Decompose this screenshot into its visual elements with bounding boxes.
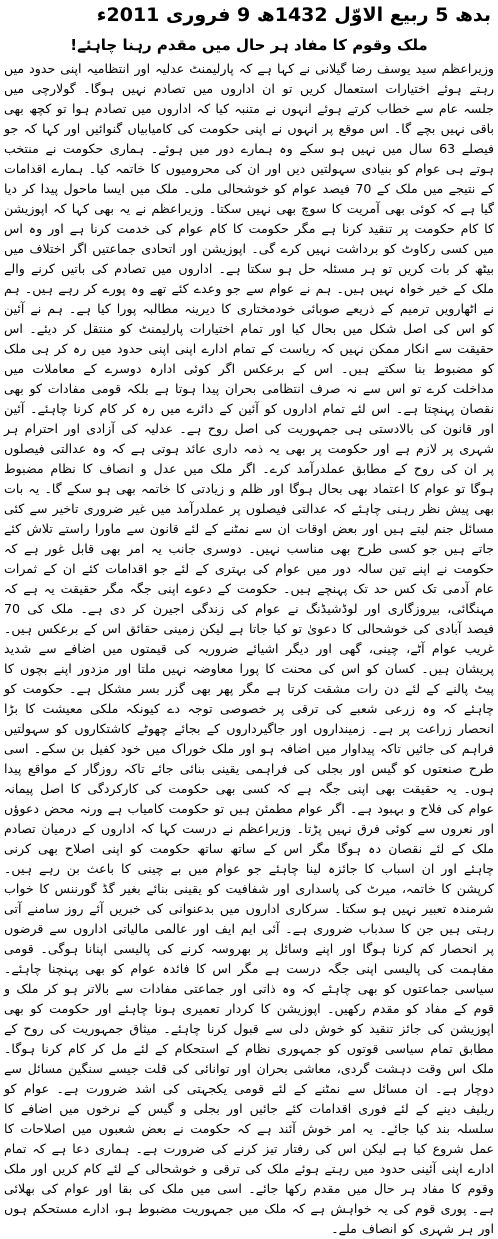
editorial-headline: ملک وقوم کا مفاد ہر حال میں مقدم رہنا چاہئے! [70, 36, 428, 54]
editorial-body-text: وزیراعظم سید یوسف رضا گیلانی نے کہا ہے کہ پارلیمنٹ عدلیہ اور انتظامیہ اپنی حدود میں رہتے ہوئے اختیارات استعمال کریں تو ان اداروں میں تصادم نہیں ہوگا۔ گولارچی میں جلسہ عام سے خطاب کرتے ہوئے انہوں نے متنبہ کیا کہ اداروں میں تصادم ہوا تو کچھ بھی باقی نہیں بچے گا۔ اس موقع پر انہوں نے اپنی حکومت کی کامیابیاں گنوائیں اور کہا کہ جو فیصلے 63 سال میں نہیں ہو سکے وہ ہمارے دور میں ہوئے۔ ہماری حکومت نے منتخب ہوتے ہی عوام کو بنیادی سہولتیں دیں اور ان کی محرومیوں کا خاتمہ کیا۔ ہمارے اقدامات کے نتیجے میں ملک کے 70 فیصد عوام کو خوشحالی ملی۔ ملک میں ایسا ماحول پیدا کر دیا گیا ہے کہ کوئی بھی آمریت کا سوچ بھی نہیں سکتا۔ وزیراعظم نے یہ بھی کہا کہ اپوزیشن کا کام حکومت پر تنقید کرنا ہے مگر حکومت کا کام عوام کی خدمت کرنا ہے اور وہ اس میں کسی رکاوٹ کو برداشت نہیں کرے گی۔ اپوزیشن اور اتحادی جماعتیں اگر اختلاف میں بیٹھ کر بات کریں تو ہر مسئلہ حل ہو سکتا ہے۔ اداروں میں تصادم کی باتیں کرنے والے ملک کے خیر خواہ نہیں ہیں۔ ہم نے عوام سے جو وعدے کئے تھے وہ پورے کر رہے ہیں۔ ہم نے اٹھارویں ترمیم کے ذریعے صوبائی خودمختاری کا دیرینہ مطالبہ پورا کیا ہے۔ ہم نے آئین کو اس کی اصل شکل میں بحال کیا اور تمام اختیارات پارلیمنٹ کو منتقل کر دیئے۔ اس حقیقت سے انکار ممکن نہیں کہ ریاست کے تمام ادارے اپنی اپنی حدود میں رہ کر ہی ملک کو مضبوط بنا سکتے ہیں۔ اس کے برعکس اگر کوئی ادارہ دوسرے کے معاملات میں مداخلت کرے تو اس سے نہ صرف انتظامی بحران پیدا ہوتا ہے بلکہ قومی مفادات کو بھی نقصان پہنچتا ہے۔ اس لئے تمام اداروں کو آئین کے دائرے میں رہ کر کام کرنا چاہئے۔ آئین اور قانون کی بالادستی ہی جمہوریت کی اصل روح ہے۔ عدلیہ کی آزادی اور احترام ہر شہری پر لازم ہے اور حکومت پر بھی یہ ذمہ داری عائد ہوتی ہے کہ وہ عدالتی فیصلوں پر ان کی روح کے مطابق عملدرآمد کرے۔ اگر ملک میں عدل و انصاف کا نظام مضبوط ہوگا تو عوام کا اعتماد بھی بحال ہوگا اور ظلم و زیادتی کا خاتمہ بھی ہو سکے گا۔ یہ بات بھی پیش نظر رہنی چاہئے کہ عدالتی فیصلوں پر عملدرآمد میں غیر ضروری تاخیر سے کئی مسائل جنم لیتے ہیں اور بعض اوقات ان سے نمٹنے کے لئے قانون سے ماورا راستے تلاش کئے جاتے ہیں جو کسی طرح بھی مناسب نہیں۔ دوسری جانب یہ امر بھی قابل غور ہے کہ حکومت نے اپنے تین سالہ دور میں عوام کی بہتری کے لئے جو اقدامات کئے ان کے ثمرات عام آدمی تک کس حد تک پہنچے ہیں۔ حکومت کے دعوے اپنی جگہ مگر حقیقت یہ ہے کہ مہنگائی، بیروزگاری اور لوڈشیڈنگ نے عوام کی زندگی اجیرن کر دی ہے۔ ملک کی 70 فیصد آبادی کی خوشحالی کا دعویٰ تو کیا جاتا ہے لیکن زمینی حقائق اس کے برعکس ہیں۔ غریب عوام آٹے، چینی، گھی اور دیگر اشیائے ضروریہ کی قیمتوں میں اضافے سے شدید پریشان ہیں۔ کسان کو اس کی محنت کا پورا معاوضہ نہیں ملتا اور مزدور اپنے بچوں کا پیٹ پالنے کے لئے دن رات مشقت کرتا ہے مگر پھر بھی گزر بسر مشکل ہے۔ حکومت کو چاہئے کہ وہ زرعی شعبے کی ترقی پر خصوصی توجہ دے کیونکہ ملکی معیشت کا بڑا انحصار زراعت پر ہے۔ زمینداروں اور جاگیرداروں کے بجائے چھوٹے کاشتکاروں کو سہولتیں فراہم کی جائیں تاکہ پیداوار میں اضافہ ہو اور ملک خوراک میں خود کفیل بن سکے۔ اسی طرح صنعتوں کو گیس اور بجلی کی فراہمی یقینی بنائی جائے تاکہ روزگار کے مواقع پیدا ہوں۔ یہ حقیقت بھی اپنی جگہ ہے کہ کسی بھی حکومت کی کارکردگی کا اصل پیمانہ عوام کی فلاح و بہبود ہے۔ اگر عوام مطمئن ہیں تو حکومت کامیاب ہے ورنہ محض دعوؤں اور نعروں سے کوئی فرق نہیں پڑتا۔ وزیراعظم نے درست کہا کہ اداروں کے درمیان تصادم ملک کے لئے نقصان دہ ہوگا مگر اس کے ساتھ ساتھ حکومت کو اپنی اصلاح بھی کرنی چاہئے اور ان اسباب کا جائزہ لینا چاہئے جو عوام میں بے چینی کا باعث بن رہے ہیں۔ کرپشن کا خاتمہ، میرٹ کی پاسداری اور شفافیت کو یقینی بنائے بغیر گڈ گورننس کا خواب شرمندہ تعبیر نہیں ہو سکتا۔ سرکاری اداروں میں بدعنوانی کی خبریں آئے روز سامنے آتی رہتی ہیں جن کا سدباب ضروری ہے۔ آئی ایم ایف اور عالمی مالیاتی اداروں سے قرضوں پر انحصار کم کرنا ہوگا اور اپنے وسائل پر بھروسہ کرنے کی پالیسی اپنانا ہوگی۔ قومی مفاہمت کی پالیسی اپنی جگہ درست ہے مگر اس کا فائدہ عوام کو بھی پہنچنا چاہئے۔ سیاسی جماعتوں کو بھی چاہئے کہ وہ ذاتی اور جماعتی مفادات سے بالاتر ہو کر ملک و قوم کے مفاد کو مقدم رکھیں۔ اپوزیشن کا کردار تعمیری ہونا چاہئے اور حکومت کو بھی اپوزیشن کی جائز تنقید کو خوش دلی سے قبول کرنا چاہئے۔ میثاق جمہوریت کی روح کے مطابق تمام سیاسی قوتوں کو جمہوری نظام کے استحکام کے لئے مل کر کام کرنا ہوگا۔ ملک اس وقت دہشت گردی، معاشی بحران اور توانائی کی قلت جیسے سنگین مسائل سے دوچار ہے۔ ان مسائل سے نمٹنے کے لئے قومی یکجہتی کی اشد ضرورت ہے۔ عوام کو ریلیف دینے کے لئے فوری اقدامات کئے جائیں اور بجلی و گیس کے نرخوں میں اضافے کا سلسلہ بند کیا جائے۔ یہ امر خوش آئند ہے کہ حکومت نے بعض شعبوں میں اصلاحات کا عمل شروع کیا ہے لیکن اس کی رفتار تیز کرنے کی ضرورت ہے۔ ہماری دعا ہے کہ تمام ادارے اپنی آئینی حدود میں رہتے ہوئے ملک کی ترقی و خوشحالی کے لئے کام کریں اور ملک وقوم کا مفاد ہر حال میں مقدم رکھا جائے۔ اسی میں ملک کی بقا اور عوام کی بھلائی ہے۔ پوری قوم کی یہ خواہش ہے کہ ملک میں جمہوریت مضبوط ہو، ادارے مستحکم ہوں اور ہر شہری کو انصاف ملے۔ [4, 61, 495, 1236]
dateline: بدھ 5 ربیع الاوّل 1432ھ 9 فروری 2011ء [96, 4, 491, 26]
